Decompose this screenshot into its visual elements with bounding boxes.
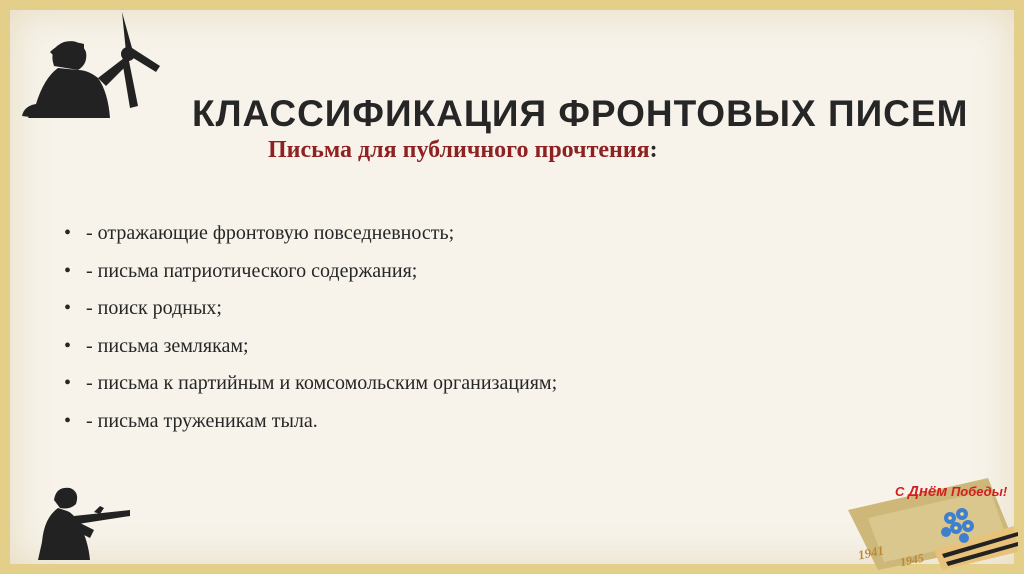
bullet-text: - письма патриотического содержания; [86,259,418,282]
pilot-with-propeller-icon [14,8,164,128]
bullet-item [64,408,557,446]
year-end-label: 1945 [898,550,926,570]
bullet-marker: • [64,222,72,244]
bullet-text: - письма труженикам тыла. [86,409,318,432]
bullet-marker: • [64,259,72,282]
bullet-text: - письма землякам; [86,334,249,357]
slide-title: КЛАССИФИКАЦИЯ ФРОНТОВЫХ ПИСЕМ [192,92,969,134]
subtitle-colon: : [649,137,658,163]
caption-prefix: С [895,484,908,499]
bullet-item [64,258,557,296]
soldier-with-rifle-icon [34,482,134,562]
bullet-list [64,220,557,445]
bullet-marker: • [64,409,72,432]
caption-accent: Днём [908,483,948,500]
bullet-marker: • [64,372,72,394]
caption-suffix: Победы! [947,484,1008,499]
bullet-text: - отражающие фронтовую повседневность; [86,222,455,244]
subtitle-text: Письма для публичного прочтения [268,137,650,163]
bullet-item [64,370,557,408]
bullet-item [64,333,557,371]
bullet-marker: • [64,334,72,357]
bullet-item [64,295,557,333]
bullet-text: - письма к партийным и комсомольским организациям; [86,372,558,394]
bullet-text: - поиск родных; [86,297,222,319]
slide-subtitle [268,137,658,164]
bullet-marker: • [64,297,72,319]
victory-day-caption [895,483,1007,500]
year-start-label: 1941 [856,542,886,563]
bullet-item [64,220,557,258]
